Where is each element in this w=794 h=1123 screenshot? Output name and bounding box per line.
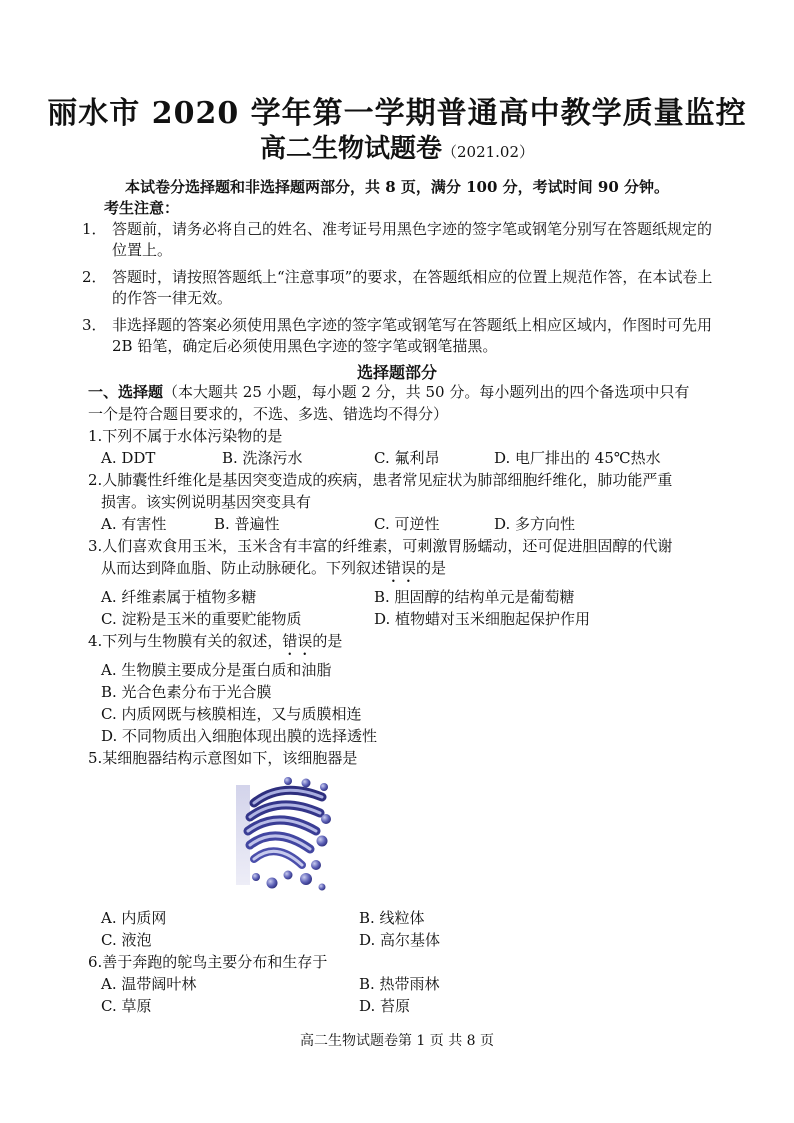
option-row [88,608,718,630]
exam-subtitle [0,128,794,165]
option-c: C. 内质网既与核膜相连，又与质膜相连 [101,705,362,723]
option-d: D. 电厂排出的 45℃热水 [494,449,661,467]
question-stem: 5.某细胞器结构示意图如下，该细胞器是 [88,749,358,767]
notice-text: 非选择题的答案必须使用黑色字迹的签字笔或钢笔写在答题纸上相应区域内，作图时可先用 2B 铅笔，确定后必须使用黑色字迹的签字笔或钢笔描黑。 [112,316,713,355]
option-a: A. DDT [101,449,156,467]
option-c: C. 淀粉是玉米的重要贮能物质 [101,610,302,628]
exam-title: 丽水市 2020 学年第一学期普通高中教学质量监控 [47,96,747,131]
golgi-apparatus-image [236,775,332,893]
question-2 [88,469,718,535]
notice-number: 3． [82,316,107,334]
questions-body [88,381,718,1017]
notice-text: 答题时，请按照答题纸上“注意事项”的要求，在答题纸相应的位置上规范作答，在本试卷上的作答一律无效。 [112,268,713,307]
emphasis-word: 错误 [386,559,417,577]
option-b: B. 热带雨林 [359,975,440,993]
notice-number: 2． [82,268,107,286]
option-row [88,586,718,608]
option-c: C. 草原 [101,997,152,1015]
exam-date: （2021.02） [441,143,535,161]
notice-item [82,267,722,309]
question-stem: 6.善于奔跑的鸵鸟主要分布和生存于 [88,953,328,971]
notice-list [82,219,722,363]
option-a: A. 生物膜主要成分是蛋白质和油脂 [101,661,332,679]
emphasis-word: 错误 [282,632,313,650]
exam-intro: 本试卷分选择题和非选择题两部分，共 8 页，满分 100 分，考试时间 90 分钟。 [125,178,669,196]
option-b: B. 洗涤污水 [222,449,303,467]
option-row [88,907,718,929]
stem-text: 的是 [312,632,343,650]
option-row [88,929,718,951]
option-row [88,447,718,469]
part-heading [88,381,718,403]
stem-text: 的是 [416,559,447,577]
option-row [88,973,718,995]
question-stem: 3.人们喜欢食用玉米，玉米含有丰富的纤维素，可刺激胃肠蠕动，还可促进胆固醇的代谢 [88,537,673,555]
option-c: C. 可逆性 [374,515,440,533]
organelle-figure [88,769,718,907]
notice-item [82,219,722,261]
page-footer: 高二生物试题卷第 1 页 共 8 页 [299,1033,495,1049]
question-6 [88,951,718,1017]
question-5 [88,747,718,951]
notice-item [82,315,722,357]
question-stem: 1.下列不属于水体污染物的是 [88,427,283,445]
notice-title: 考生注意： [104,199,180,217]
stem-text: 从而达到降血脂、防止动脉硬化。下列叙述 [101,559,387,577]
option-c: C. 液泡 [101,931,152,949]
option-row [88,513,718,535]
subtitle-text: 高二生物试题卷 [259,134,442,164]
option-b: B. 光合色素分布于光合膜 [101,683,272,701]
option-d: D. 不同物质出入细胞体现出膜的选择透性 [101,727,378,745]
option-row [88,995,718,1017]
question-4 [88,630,718,747]
stem-text: 4.下列与生物膜有关的叙述， [88,632,283,650]
option-d: D. 苔原 [359,997,411,1015]
option-b: B. 线粒体 [359,909,425,927]
option-b: B. 胆固醇的结构单元是葡萄糖 [374,588,575,606]
option-a: A. 温带阔叶林 [101,975,197,993]
option-d: D. 植物蜡对玉米细胞起保护作用 [374,610,591,628]
option-a: A. 纤维素属于植物多糖 [101,588,257,606]
question-1 [88,425,718,469]
option-a: A. 有害性 [101,515,167,533]
option-c: C. 氟利昂 [374,449,440,467]
part-desc-line2: 一个是符合题目要求的，不选、多选、错选均不得分） [88,405,449,423]
question-stem-cont [88,557,718,586]
part-desc-line1: （本大题共 25 小题，每小题 2 分，共 50 分。每小题列出的四个备选项中只有 [163,383,690,401]
part-label: 一、选择题 [88,383,164,401]
notice-number: 1． [82,220,107,238]
option-d: D. 多方向性 [494,515,576,533]
notice-text: 答题前，请务必将自己的姓名、准考证号用黑色字迹的签字笔或钢笔分别写在答题纸规定的位置上。 [112,220,713,259]
option-a: A. 内质网 [101,909,167,927]
question-stem-cont: 损害。该实例说明基因突变具有 [101,493,312,511]
option-d: D. 高尔基体 [359,931,441,949]
question-stem [88,630,718,659]
question-3 [88,535,718,630]
question-stem: 2.人肺囊性纤维化是基因突变造成的疾病，患者常见症状为肺部细胞纤维化，肺功能严重 [88,471,673,489]
section-title: 选择题部分 [356,363,437,382]
option-b: B. 普遍性 [214,515,280,533]
